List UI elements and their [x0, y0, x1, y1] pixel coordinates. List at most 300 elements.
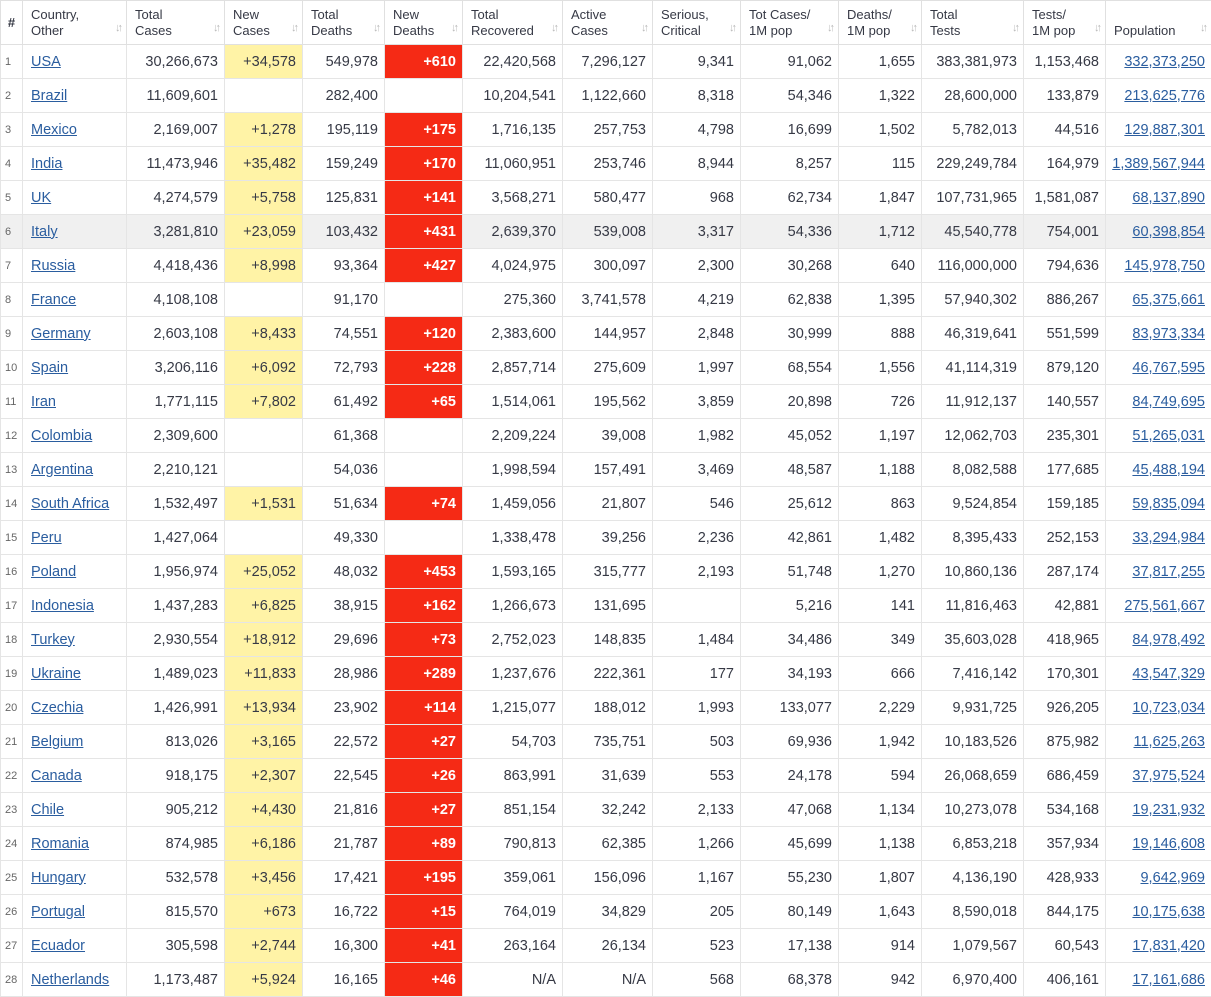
cell-total-cases: 4,108,108 — [127, 283, 225, 317]
column-header-total-cases[interactable] — [127, 1, 225, 45]
cell-total-tests: 8,082,588 — [922, 453, 1024, 487]
country-link[interactable]: Colombia — [31, 428, 92, 444]
cell-new-cases: +1,531 — [225, 487, 303, 521]
cell-population — [1106, 521, 1211, 555]
population-link[interactable]: 37,817,255 — [1132, 564, 1205, 580]
cell-active-cases: 156,096 — [563, 861, 653, 895]
country-link[interactable]: Chile — [31, 802, 64, 818]
population-link[interactable]: 84,978,492 — [1132, 632, 1205, 648]
cell-total-recovered: 22,420,568 — [463, 45, 563, 79]
cell-population — [1106, 317, 1211, 351]
cell-serious-critical: 1,997 — [653, 351, 741, 385]
cell-serious-critical: 523 — [653, 929, 741, 963]
cell-tests-per-1m: 879,120 — [1024, 351, 1106, 385]
population-link[interactable]: 11,625,263 — [1134, 734, 1206, 750]
sort-arrows-icon[interactable]: ↓↑ — [910, 20, 915, 36]
column-header-tests-per-1m[interactable] — [1024, 1, 1106, 45]
cell-active-cases: 21,807 — [563, 487, 653, 521]
cell-tot-cases-per-1m: 48,587 — [741, 453, 839, 487]
cell-total-tests: 9,524,854 — [922, 487, 1024, 521]
cell-new-cases: +4,430 — [225, 793, 303, 827]
population-link[interactable]: 19,231,932 — [1132, 802, 1205, 818]
population-link[interactable]: 43,547,329 — [1132, 666, 1205, 682]
cell-tests-per-1m: 844,175 — [1024, 895, 1106, 929]
cell-serious-critical: 968 — [653, 181, 741, 215]
cell-new-cases — [225, 453, 303, 487]
population-link[interactable]: 51,265,031 — [1132, 428, 1205, 444]
sort-arrows-icon[interactable]: ↓↑ — [827, 20, 832, 36]
cell-population — [1106, 895, 1211, 929]
column-header-label: Total — [930, 7, 957, 22]
country-link[interactable]: Czechia — [31, 700, 83, 716]
cell-active-cases: 31,639 — [563, 759, 653, 793]
cell-deaths-per-1m: 2,229 — [839, 691, 922, 725]
country-link[interactable]: France — [31, 292, 76, 308]
cell-new-cases: +8,433 — [225, 317, 303, 351]
cell-total-cases: 2,309,600 — [127, 419, 225, 453]
table-row — [1, 45, 1211, 79]
table-row — [1, 249, 1211, 283]
country-link[interactable]: USA — [31, 54, 61, 70]
table-row — [1, 861, 1211, 895]
cell-total-deaths: 282,400 — [303, 79, 385, 113]
cell-num: 18 — [1, 623, 23, 657]
cell-tot-cases-per-1m: 17,138 — [741, 929, 839, 963]
cell-deaths-per-1m: 1,188 — [839, 453, 922, 487]
cell-total-deaths: 49,330 — [303, 521, 385, 555]
sort-arrows-icon[interactable]: ↓↑ — [213, 20, 218, 36]
cell-total-cases: 4,274,579 — [127, 181, 225, 215]
table-row — [1, 317, 1211, 351]
cell-new-cases: +6,825 — [225, 589, 303, 623]
cell-serious-critical: 553 — [653, 759, 741, 793]
cell-tot-cases-per-1m: 54,336 — [741, 215, 839, 249]
cell-country — [23, 793, 127, 827]
column-header-new-cases[interactable] — [225, 1, 303, 45]
cell-total-tests: 6,970,400 — [922, 963, 1024, 997]
cell-country — [23, 861, 127, 895]
country-link[interactable]: Argentina — [31, 462, 93, 478]
cell-num: 22 — [1, 759, 23, 793]
cell-total-recovered: 2,639,370 — [463, 215, 563, 249]
country-link[interactable]: Brazil — [31, 88, 67, 104]
sort-arrows-icon[interactable]: ↓↑ — [451, 20, 456, 36]
cell-num: 14 — [1, 487, 23, 521]
cell-deaths-per-1m: 1,502 — [839, 113, 922, 147]
cell-new-cases — [225, 283, 303, 317]
table-row — [1, 691, 1211, 725]
cell-total-deaths: 21,816 — [303, 793, 385, 827]
cell-population — [1106, 249, 1211, 283]
column-header-label: Tot Cases/ — [749, 7, 810, 22]
country-link[interactable]: Spain — [31, 360, 68, 376]
cell-active-cases: 144,957 — [563, 317, 653, 351]
column-header-label: New — [233, 7, 259, 22]
column-header-serious-critical[interactable] — [653, 1, 741, 45]
country-link[interactable]: India — [31, 156, 62, 172]
cell-country — [23, 691, 127, 725]
population-link[interactable]: 68,137,890 — [1132, 190, 1205, 206]
cell-country — [23, 657, 127, 691]
cell-total-deaths: 51,634 — [303, 487, 385, 521]
cell-new-cases: +25,052 — [225, 555, 303, 589]
cell-total-tests: 45,540,778 — [922, 215, 1024, 249]
cell-serious-critical: 568 — [653, 963, 741, 997]
population-link[interactable]: 33,294,984 — [1132, 530, 1205, 546]
population-link[interactable]: 9,642,969 — [1140, 870, 1205, 886]
cell-total-recovered: 764,019 — [463, 895, 563, 929]
sort-arrows-icon[interactable]: ↓↑ — [729, 20, 734, 36]
cell-serious-critical: 3,317 — [653, 215, 741, 249]
cell-total-deaths: 16,722 — [303, 895, 385, 929]
cell-country — [23, 317, 127, 351]
cell-new-cases: +13,934 — [225, 691, 303, 725]
cell-new-cases: +2,307 — [225, 759, 303, 793]
cell-tests-per-1m: 551,599 — [1024, 317, 1106, 351]
cell-active-cases: 257,753 — [563, 113, 653, 147]
cell-country — [23, 215, 127, 249]
cell-tot-cases-per-1m: 45,699 — [741, 827, 839, 861]
cell-num: 6 — [1, 215, 23, 249]
column-header-label: Cases — [571, 23, 608, 38]
cell-country — [23, 453, 127, 487]
cell-total-recovered: 1,237,676 — [463, 657, 563, 691]
cell-total-cases: 2,930,554 — [127, 623, 225, 657]
cell-num: 15 — [1, 521, 23, 555]
cell-num: 12 — [1, 419, 23, 453]
cell-total-cases: 1,532,497 — [127, 487, 225, 521]
cell-new-deaths: +65 — [385, 385, 463, 419]
column-header-label: Total — [471, 7, 498, 22]
population-link[interactable]: 17,161,686 — [1132, 972, 1205, 988]
cell-active-cases: 39,256 — [563, 521, 653, 555]
cell-total-deaths: 61,492 — [303, 385, 385, 419]
population-link[interactable]: 332,373,250 — [1124, 54, 1205, 70]
table-row — [1, 895, 1211, 929]
cell-tests-per-1m: 252,153 — [1024, 521, 1106, 555]
population-link[interactable]: 65,375,661 — [1132, 292, 1205, 308]
column-header-label: New — [393, 7, 419, 22]
cell-serious-critical: 2,236 — [653, 521, 741, 555]
cell-total-cases: 918,175 — [127, 759, 225, 793]
table-row — [1, 487, 1211, 521]
cell-tot-cases-per-1m: 68,378 — [741, 963, 839, 997]
population-link[interactable]: 275,561,667 — [1124, 598, 1205, 614]
cell-tests-per-1m: 44,516 — [1024, 113, 1106, 147]
population-link[interactable]: 59,835,094 — [1132, 496, 1205, 512]
cell-deaths-per-1m: 349 — [839, 623, 922, 657]
column-header-deaths-per-1m[interactable] — [839, 1, 922, 45]
cell-num: 27 — [1, 929, 23, 963]
population-link[interactable]: 45,488,194 — [1132, 462, 1205, 478]
cell-serious-critical: 4,798 — [653, 113, 741, 147]
cell-total-tests: 10,860,136 — [922, 555, 1024, 589]
cell-deaths-per-1m: 1,712 — [839, 215, 922, 249]
cell-new-cases: +3,165 — [225, 725, 303, 759]
cell-deaths-per-1m: 594 — [839, 759, 922, 793]
sort-arrows-icon[interactable]: ↓↑ — [1094, 20, 1099, 36]
column-header-total-tests[interactable] — [922, 1, 1024, 45]
country-link[interactable]: Indonesia — [31, 598, 94, 614]
cell-active-cases: 188,012 — [563, 691, 653, 725]
cell-deaths-per-1m: 726 — [839, 385, 922, 419]
cell-total-recovered: 2,383,600 — [463, 317, 563, 351]
cell-active-cases: 7,296,127 — [563, 45, 653, 79]
population-link[interactable]: 10,175,638 — [1132, 904, 1205, 920]
country-link[interactable]: Russia — [31, 258, 75, 274]
cell-total-tests: 229,249,784 — [922, 147, 1024, 181]
column-header-num[interactable] — [1, 1, 23, 45]
cell-total-deaths: 61,368 — [303, 419, 385, 453]
cell-total-recovered: 54,703 — [463, 725, 563, 759]
population-link[interactable]: 1,389,567,944 — [1112, 156, 1205, 172]
country-link[interactable]: Peru — [31, 530, 62, 546]
cell-country — [23, 487, 127, 521]
cell-num: 11 — [1, 385, 23, 419]
population-link[interactable]: 83,973,334 — [1132, 326, 1205, 342]
cell-new-deaths — [385, 419, 463, 453]
country-link[interactable]: Italy — [31, 224, 58, 240]
population-link[interactable]: 46,767,595 — [1132, 360, 1205, 376]
cell-num: 20 — [1, 691, 23, 725]
cell-total-recovered: 1,266,673 — [463, 589, 563, 623]
cell-total-recovered: 359,061 — [463, 861, 563, 895]
cell-serious-critical: 2,193 — [653, 555, 741, 589]
cell-num: 5 — [1, 181, 23, 215]
cell-tot-cases-per-1m: 5,216 — [741, 589, 839, 623]
cell-tot-cases-per-1m: 55,230 — [741, 861, 839, 895]
cell-total-recovered: 2,752,023 — [463, 623, 563, 657]
cell-num: 13 — [1, 453, 23, 487]
column-header-tot-cases-per-1m[interactable] — [741, 1, 839, 45]
country-link[interactable]: Ecuador — [31, 938, 85, 954]
cell-deaths-per-1m: 1,270 — [839, 555, 922, 589]
sort-arrows-icon[interactable]: ↓↑ — [551, 20, 556, 36]
cell-tests-per-1m: 287,174 — [1024, 555, 1106, 589]
population-link[interactable]: 84,749,695 — [1132, 394, 1205, 410]
cell-tests-per-1m: 1,581,087 — [1024, 181, 1106, 215]
cell-tot-cases-per-1m: 91,062 — [741, 45, 839, 79]
population-link[interactable]: 37,975,524 — [1132, 768, 1205, 784]
cell-country — [23, 555, 127, 589]
cell-total-cases: 1,489,023 — [127, 657, 225, 691]
cell-population — [1106, 419, 1211, 453]
cell-total-deaths: 21,787 — [303, 827, 385, 861]
cell-tot-cases-per-1m: 34,486 — [741, 623, 839, 657]
population-link[interactable]: 213,625,776 — [1124, 88, 1205, 104]
cell-total-deaths: 159,249 — [303, 147, 385, 181]
cell-new-cases: +35,482 — [225, 147, 303, 181]
cell-active-cases: 539,008 — [563, 215, 653, 249]
cell-population — [1106, 215, 1211, 249]
cell-num: 16 — [1, 555, 23, 589]
column-header-new-deaths[interactable] — [385, 1, 463, 45]
cell-total-tests: 35,603,028 — [922, 623, 1024, 657]
table-row — [1, 283, 1211, 317]
country-link[interactable]: Belgium — [31, 734, 83, 750]
cell-tests-per-1m: 886,267 — [1024, 283, 1106, 317]
cell-new-cases: +673 — [225, 895, 303, 929]
cell-tests-per-1m: 235,301 — [1024, 419, 1106, 453]
cell-active-cases: 580,477 — [563, 181, 653, 215]
cell-serious-critical: 9,341 — [653, 45, 741, 79]
cell-population — [1106, 827, 1211, 861]
cell-tests-per-1m: 357,934 — [1024, 827, 1106, 861]
country-link[interactable]: Germany — [31, 326, 91, 342]
cell-tests-per-1m: 406,161 — [1024, 963, 1106, 997]
cell-total-recovered: 851,154 — [463, 793, 563, 827]
cell-active-cases: 735,751 — [563, 725, 653, 759]
cell-serious-critical: 205 — [653, 895, 741, 929]
cell-total-cases: 1,173,487 — [127, 963, 225, 997]
cell-total-recovered: 1,998,594 — [463, 453, 563, 487]
sort-arrows-icon[interactable]: ↓↑ — [115, 20, 120, 36]
cell-tests-per-1m: 686,459 — [1024, 759, 1106, 793]
column-header-country[interactable] — [23, 1, 127, 45]
cell-new-deaths: +610 — [385, 45, 463, 79]
cell-tests-per-1m: 170,301 — [1024, 657, 1106, 691]
cell-country — [23, 589, 127, 623]
cell-serious-critical: 503 — [653, 725, 741, 759]
cell-deaths-per-1m: 1,655 — [839, 45, 922, 79]
cell-new-deaths: +27 — [385, 793, 463, 827]
cell-total-recovered: 275,360 — [463, 283, 563, 317]
cell-country — [23, 351, 127, 385]
country-link[interactable]: South Africa — [31, 496, 109, 512]
cell-new-deaths: +427 — [385, 249, 463, 283]
cell-tests-per-1m: 794,636 — [1024, 249, 1106, 283]
country-link[interactable]: Turkey — [31, 632, 75, 648]
cell-country — [23, 113, 127, 147]
cell-population — [1106, 385, 1211, 419]
table-row — [1, 623, 1211, 657]
column-header-label: 1M pop — [749, 23, 792, 38]
cell-new-cases — [225, 521, 303, 555]
cell-active-cases: 253,746 — [563, 147, 653, 181]
cell-country — [23, 147, 127, 181]
country-link[interactable]: Portugal — [31, 904, 85, 920]
cell-serious-critical — [653, 589, 741, 623]
cell-total-recovered: 11,060,951 — [463, 147, 563, 181]
column-header-label: Cases — [233, 23, 270, 38]
column-header-label: Tests/ — [1032, 7, 1066, 22]
cell-country — [23, 79, 127, 113]
country-link[interactable]: Hungary — [31, 870, 86, 886]
cell-total-tests: 10,273,078 — [922, 793, 1024, 827]
country-link[interactable]: Ukraine — [31, 666, 81, 682]
cell-num: 9 — [1, 317, 23, 351]
country-link[interactable]: Iran — [31, 394, 56, 410]
cell-total-tests: 6,853,218 — [922, 827, 1024, 861]
country-link[interactable]: UK — [31, 190, 51, 206]
population-link[interactable]: 19,146,608 — [1132, 836, 1205, 852]
country-link[interactable]: Canada — [31, 768, 82, 784]
table-row — [1, 793, 1211, 827]
cell-num: 24 — [1, 827, 23, 861]
column-header-label: Recovered — [471, 23, 534, 38]
cell-population — [1106, 283, 1211, 317]
cell-num: 23 — [1, 793, 23, 827]
sort-arrows-icon[interactable]: ↓↑ — [373, 20, 378, 36]
cell-country — [23, 759, 127, 793]
table-row — [1, 147, 1211, 181]
sort-arrows-icon[interactable]: ↓↑ — [291, 20, 296, 36]
population-link[interactable]: 60,398,854 — [1132, 224, 1205, 240]
cell-total-tests: 383,381,973 — [922, 45, 1024, 79]
country-link[interactable]: Netherlands — [31, 972, 109, 988]
cell-total-tests: 46,319,641 — [922, 317, 1024, 351]
cell-total-cases: 2,169,007 — [127, 113, 225, 147]
cell-country — [23, 521, 127, 555]
cell-new-deaths: +46 — [385, 963, 463, 997]
column-header-label: Deaths — [393, 23, 434, 38]
country-link[interactable]: Poland — [31, 564, 76, 580]
cell-total-deaths: 74,551 — [303, 317, 385, 351]
cell-total-recovered: 4,024,975 — [463, 249, 563, 283]
cell-deaths-per-1m: 1,807 — [839, 861, 922, 895]
cell-total-cases: 1,426,991 — [127, 691, 225, 725]
column-header-population[interactable] — [1106, 1, 1211, 45]
cell-new-cases — [225, 79, 303, 113]
cell-tests-per-1m: 534,168 — [1024, 793, 1106, 827]
country-link[interactable]: Romania — [31, 836, 89, 852]
cell-country — [23, 45, 127, 79]
column-header-label: 1M pop — [847, 23, 890, 38]
cell-tests-per-1m: 418,965 — [1024, 623, 1106, 657]
cell-total-recovered: 2,209,224 — [463, 419, 563, 453]
population-link[interactable]: 145,978,750 — [1124, 258, 1205, 274]
cell-population — [1106, 555, 1211, 589]
cell-population — [1106, 657, 1211, 691]
cell-tests-per-1m: 164,979 — [1024, 147, 1106, 181]
table-row — [1, 181, 1211, 215]
table-row — [1, 589, 1211, 623]
column-header-label: Deaths — [311, 23, 352, 38]
cell-population — [1106, 453, 1211, 487]
table-row — [1, 79, 1211, 113]
cell-total-deaths: 29,696 — [303, 623, 385, 657]
cell-total-deaths: 54,036 — [303, 453, 385, 487]
column-header-total-recovered[interactable] — [463, 1, 563, 45]
table-row — [1, 827, 1211, 861]
cell-total-tests: 10,183,526 — [922, 725, 1024, 759]
cell-deaths-per-1m: 1,322 — [839, 79, 922, 113]
sort-arrows-icon[interactable]: ↓↑ — [1200, 20, 1205, 36]
column-header-total-deaths[interactable] — [303, 1, 385, 45]
sort-arrows-icon[interactable]: ↓↑ — [1012, 20, 1017, 36]
population-link[interactable]: 10,723,034 — [1132, 700, 1205, 716]
cell-new-deaths: +114 — [385, 691, 463, 725]
cell-total-recovered: 10,204,541 — [463, 79, 563, 113]
cell-total-tests: 28,600,000 — [922, 79, 1024, 113]
country-link[interactable]: Mexico — [31, 122, 77, 138]
cell-population — [1106, 963, 1211, 997]
cell-new-deaths: +74 — [385, 487, 463, 521]
cell-total-tests: 7,416,142 — [922, 657, 1024, 691]
sort-arrows-icon[interactable]: ↓↑ — [641, 20, 646, 36]
cell-total-cases: 815,570 — [127, 895, 225, 929]
population-link[interactable]: 17,831,420 — [1132, 938, 1205, 954]
cell-total-cases: 874,985 — [127, 827, 225, 861]
column-header-active-cases[interactable] — [563, 1, 653, 45]
cell-new-deaths: +27 — [385, 725, 463, 759]
cell-active-cases: 222,361 — [563, 657, 653, 691]
cell-total-deaths: 16,300 — [303, 929, 385, 963]
population-link[interactable]: 129,887,301 — [1124, 122, 1205, 138]
cell-new-cases: +7,802 — [225, 385, 303, 419]
cell-active-cases: N/A — [563, 963, 653, 997]
cell-new-cases: +5,758 — [225, 181, 303, 215]
